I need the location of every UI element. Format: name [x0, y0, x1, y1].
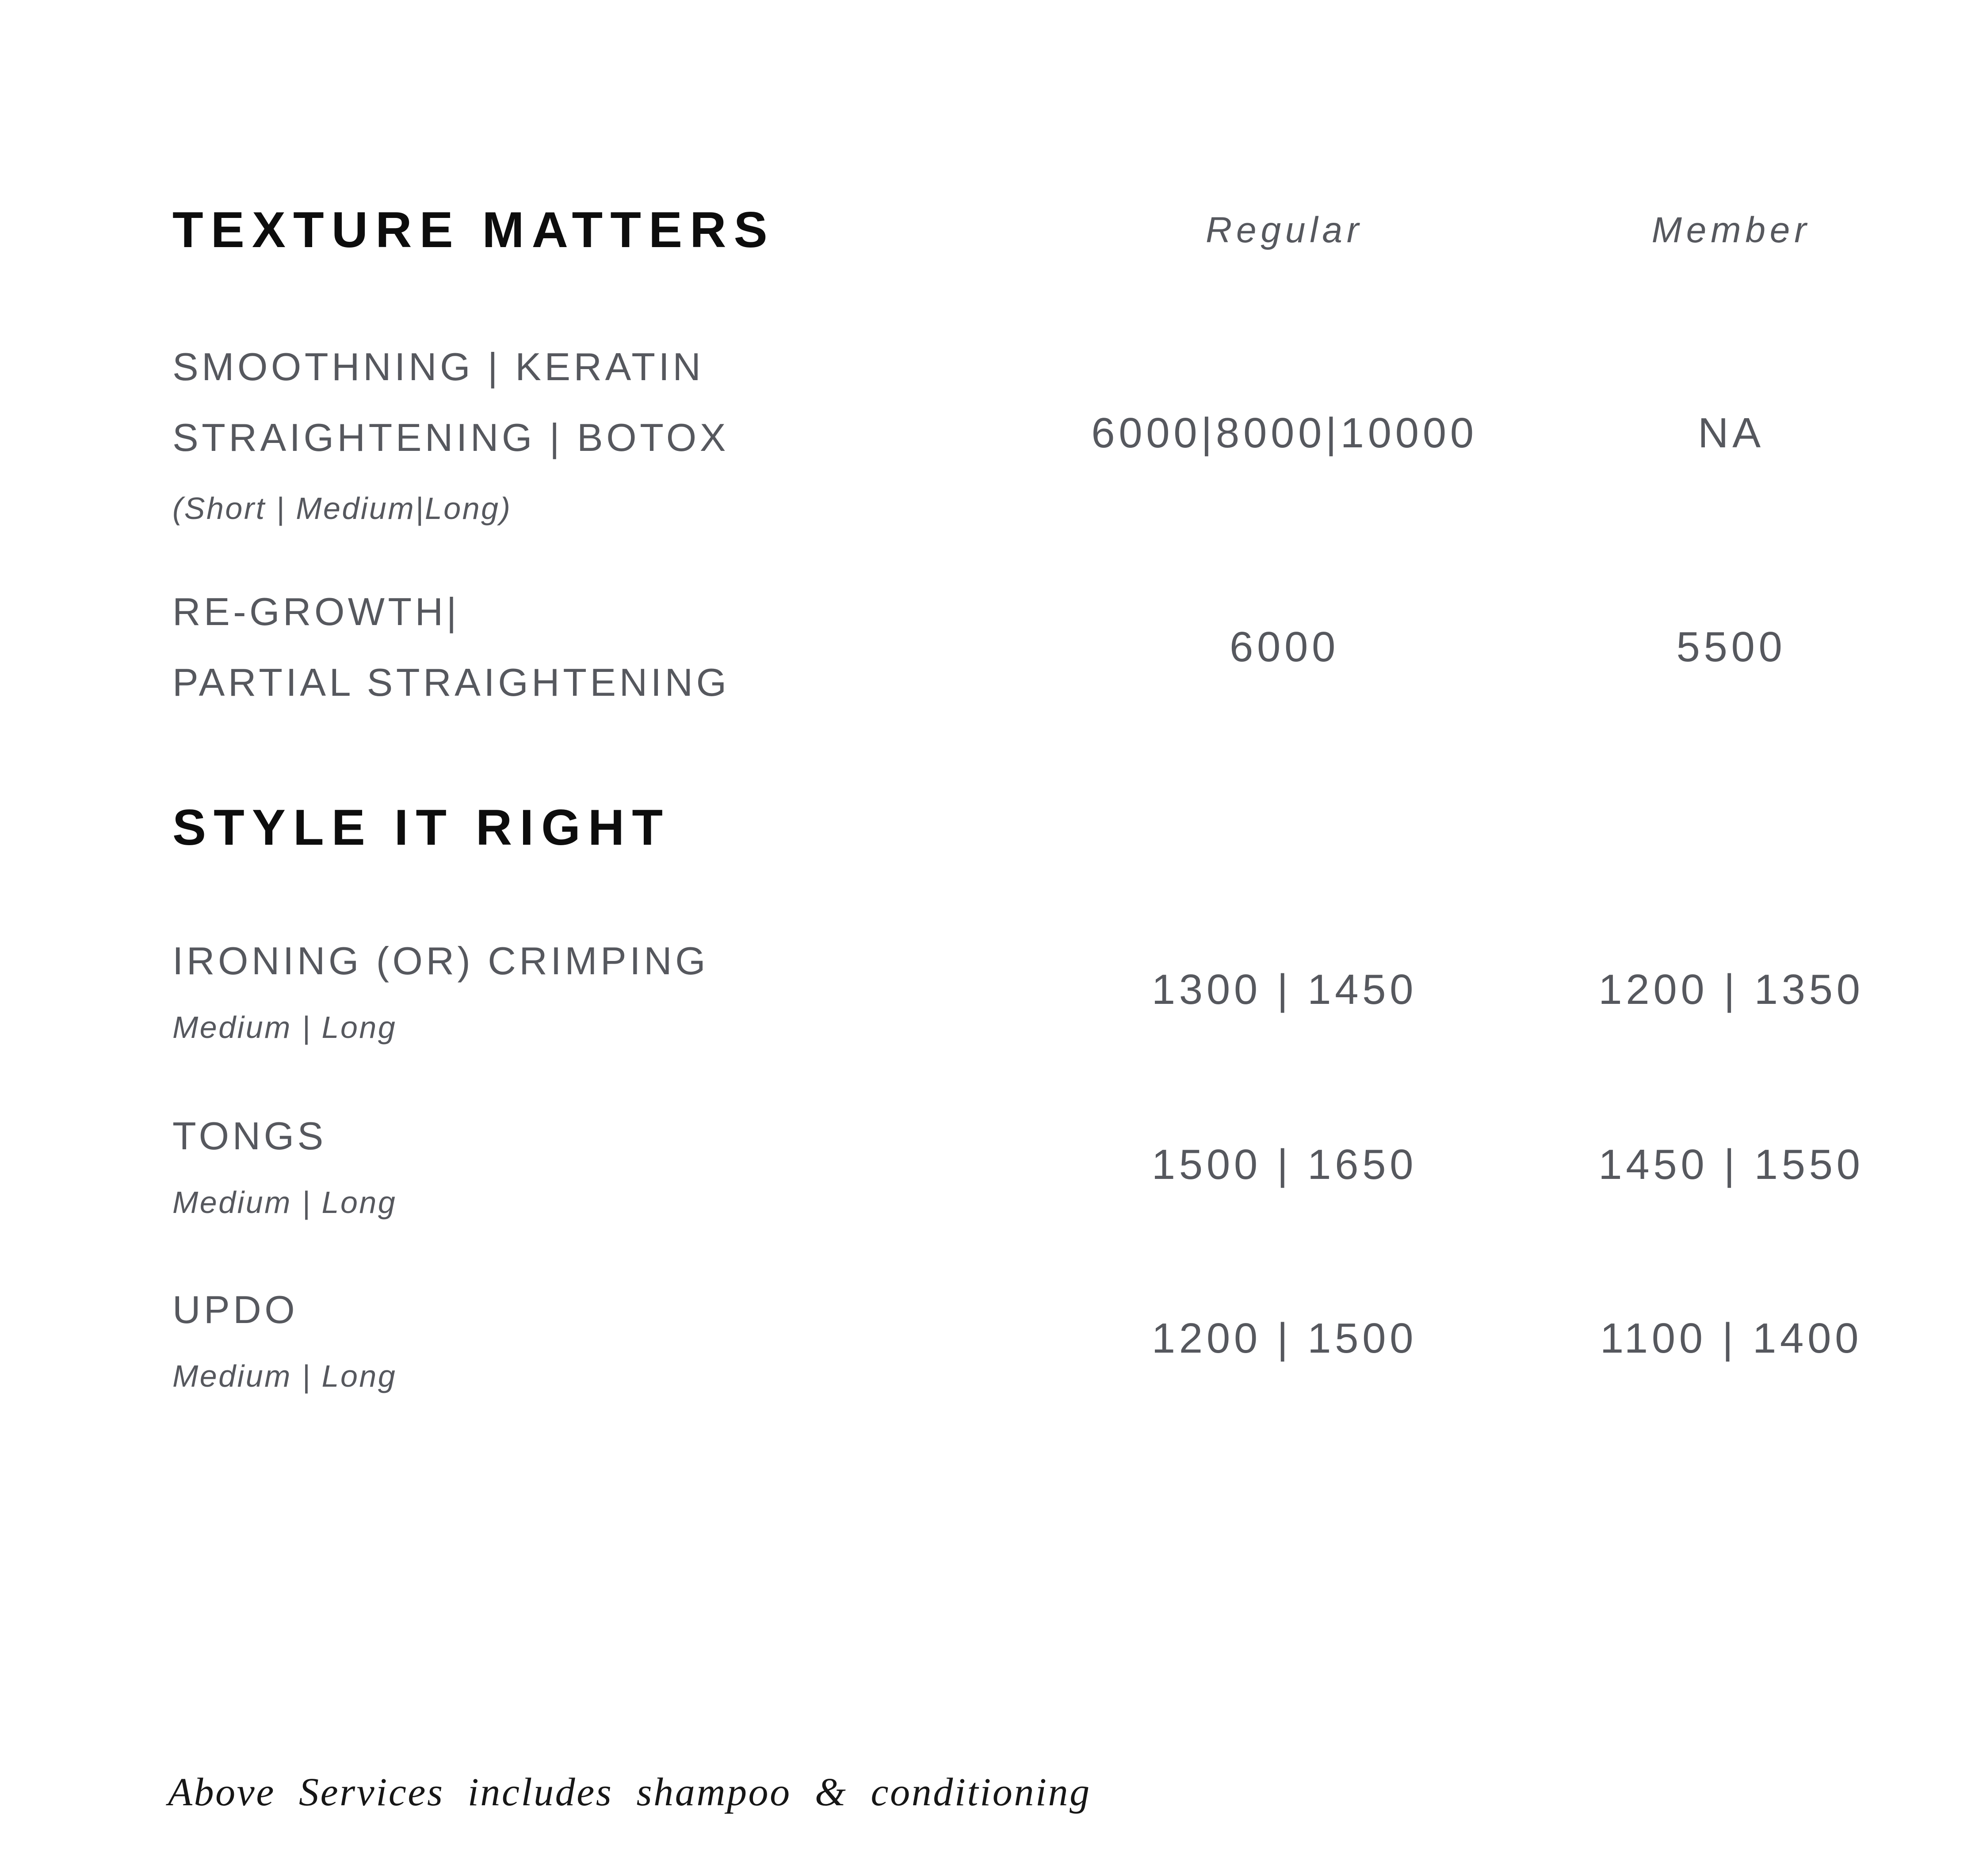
price-member: 5500	[1676, 623, 1786, 671]
service-name-line: PARTIAL STRAIGHTENING	[172, 660, 730, 704]
service-length-variants: (Short | Medium|Long)	[172, 491, 512, 526]
service-name-line: UPDO	[172, 1288, 298, 1331]
price-member: 1200 | 1350	[1598, 966, 1864, 1013]
price-regular: 6000|8000|10000	[1091, 409, 1478, 457]
service-name-block	[172, 332, 1085, 535]
service-name-block	[172, 576, 1085, 718]
service-length-variants: Medium | Long	[172, 1185, 397, 1220]
service-row-ironing-crimping	[172, 926, 1979, 1054]
service-name-block	[172, 926, 1085, 1054]
service-name-line: RE-GROWTH|	[172, 590, 460, 633]
service-name-block	[172, 1274, 1085, 1403]
price-member: 1450 | 1550	[1598, 1141, 1864, 1188]
section-title-texture-matters: TEXTURE MATTERS	[172, 202, 775, 258]
service-name-line: STRAIGHTENING | BOTOX	[172, 416, 729, 459]
price-regular: 1500 | 1650	[1151, 1141, 1417, 1188]
service-row-smoothning-keratin	[172, 332, 1979, 535]
column-header-regular: Regular	[1205, 210, 1364, 250]
service-name-line: TONGS	[172, 1114, 327, 1158]
service-row-tongs	[172, 1101, 1979, 1229]
price-member: NA	[1698, 409, 1765, 457]
column-header-member: Member	[1651, 210, 1811, 250]
footer-note: Above Services includes shampoo & conditioning	[168, 1770, 1091, 1814]
service-length-variants: Medium | Long	[172, 1010, 397, 1045]
section-title-style-it-right: STYLE IT RIGHT	[172, 800, 671, 856]
service-row-regrowth-partial	[172, 576, 1979, 718]
table-header-row	[172, 201, 1979, 259]
price-regular: 1200 | 1500	[1151, 1315, 1417, 1362]
service-name-block	[172, 1101, 1085, 1229]
price-regular: 1300 | 1450	[1151, 966, 1417, 1013]
price-regular: 6000	[1229, 623, 1340, 671]
service-name-line: IRONING (OR) CRIMPING	[172, 939, 709, 983]
price-member: 1100 | 1400	[1600, 1315, 1863, 1362]
service-row-updo	[172, 1274, 1979, 1403]
service-length-variants: Medium | Long	[172, 1359, 397, 1393]
service-name-line: SMOOTHNING | KERATIN	[172, 345, 704, 389]
